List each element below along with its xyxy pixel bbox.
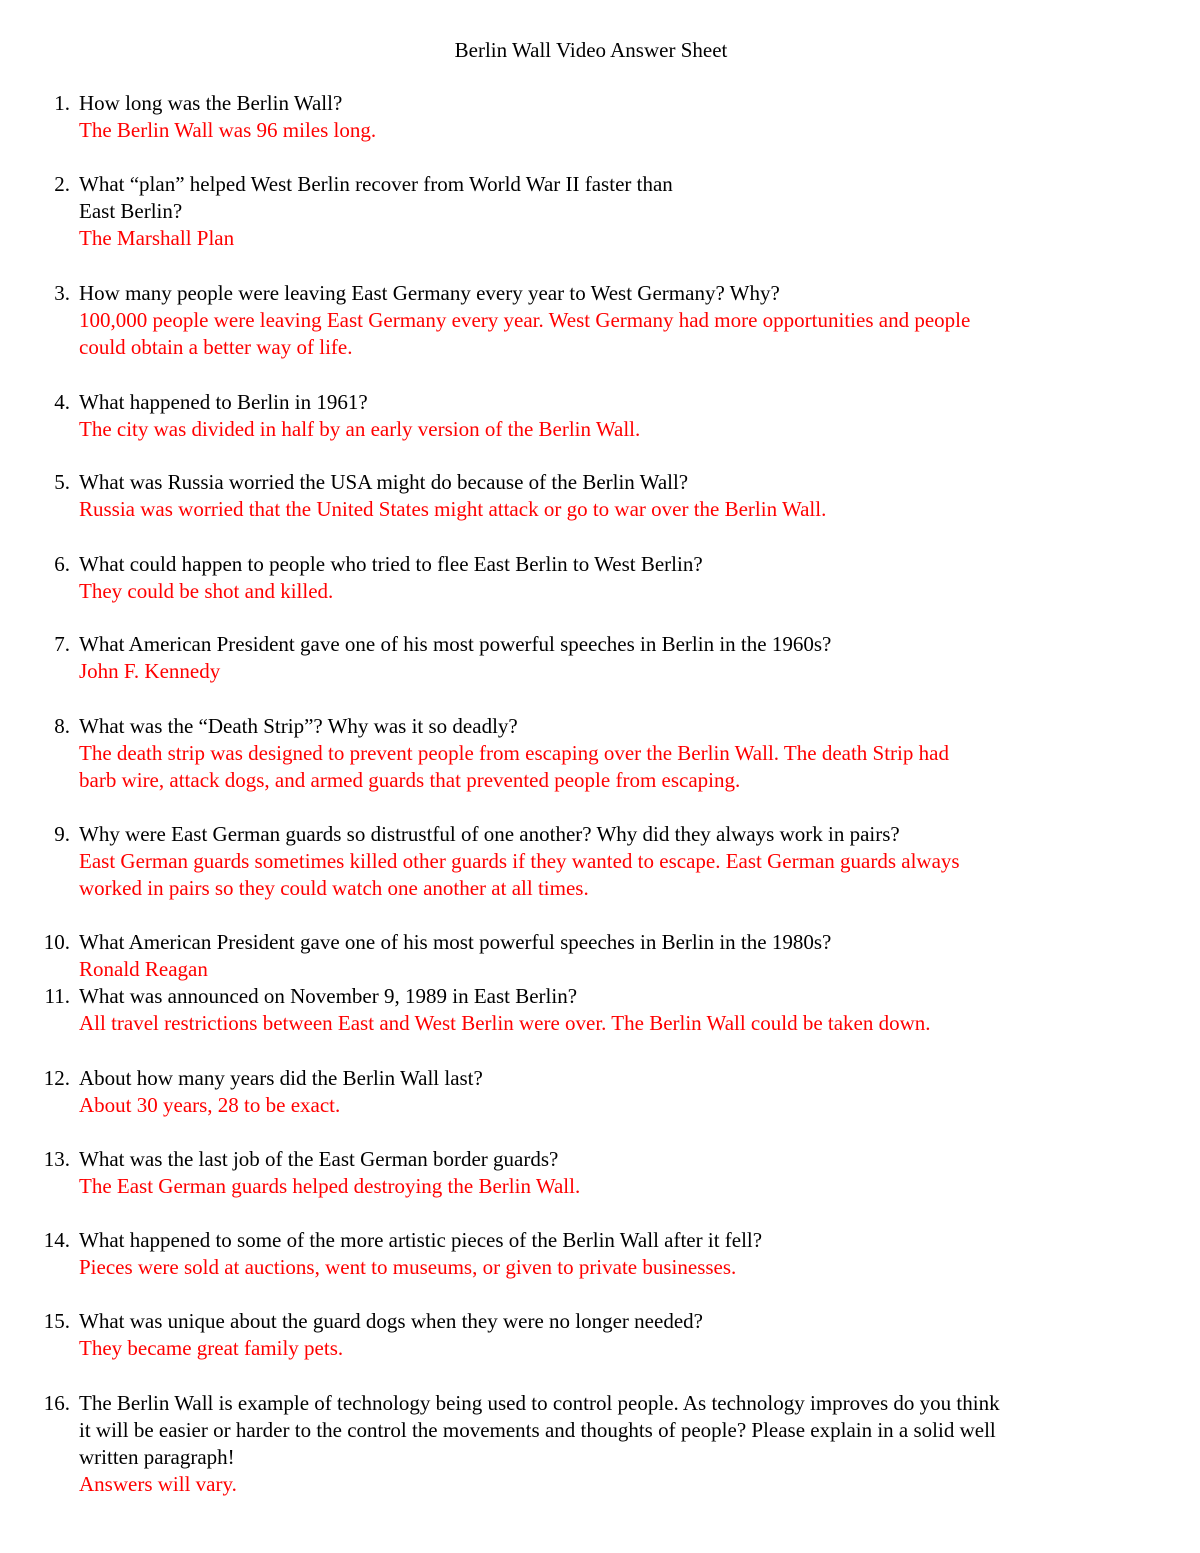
answer-text: They could be shot and killed. (79, 579, 334, 603)
answer-text: East German guards sometimes killed other guards if they wanted to escape. East German guards always worked in pairs so they could watch one another at all times. (79, 849, 960, 900)
answer-text: John F. Kennedy (79, 659, 221, 683)
item-number: 2. (54, 172, 70, 196)
question-text: How many people were leaving East Germany every year to West Germany? Why? (79, 281, 780, 305)
item-number: 7. (54, 632, 70, 656)
answer-text: The Marshall Plan (79, 226, 235, 250)
question-text: What was unique about the guard dogs when they were no longer needed? (79, 1309, 703, 1333)
answer-text: Pieces were sold at auctions, went to museums, or given to private businesses. (79, 1255, 737, 1279)
item-number: 4. (54, 390, 70, 414)
question-text: What American President gave one of his most powerful speeches in Berlin in the 1980s? (79, 930, 832, 954)
item-number: 14. (43, 1228, 70, 1252)
question-text: What was Russia worried the USA might do because of the Berlin Wall? (79, 470, 689, 494)
question-text: What happened to some of the more artistic pieces of the Berlin Wall after it fell? (79, 1228, 763, 1252)
answer-text: All travel restrictions between East and West Berlin were over. The Berlin Wall could be taken down. (79, 1011, 931, 1035)
answer-text: 100,000 people were leaving East Germany every year. West Germany had more opportunities and people could obtain a better way of life. (79, 308, 971, 359)
question-text: What American President gave one of his most powerful speeches in Berlin in the 1960s? (79, 632, 832, 656)
answer-text: The Berlin Wall was 96 miles long. (79, 118, 377, 142)
item-number: 15. (43, 1309, 70, 1333)
item-number: 10. (43, 930, 70, 954)
item-number: 3. (54, 281, 70, 305)
question-text: About how many years did the Berlin Wall last? (79, 1066, 483, 1090)
item-number: 9. (54, 822, 70, 846)
item-number: 5. (54, 470, 70, 494)
item-number: 12. (43, 1066, 70, 1090)
question-text: The Berlin Wall is example of technology being used to control people. As technology improves do you think it will be easier or harder to the control the movements and thoughts of people? Please explain in a solid well written paragraph! (79, 1391, 1000, 1469)
question-text: How long was the Berlin Wall? (79, 91, 343, 115)
answer-text: The city was divided in half by an early version of the Berlin Wall. (79, 417, 641, 441)
answer-text: The death strip was designed to prevent people from escaping over the Berlin Wall. The death Strip had barb wire, attack dogs, and armed guards that prevented people from escaping. (79, 741, 949, 792)
answer-text: Answers will vary. (79, 1472, 237, 1496)
answer-text: They became great family pets. (79, 1336, 344, 1360)
item-number: 6. (54, 552, 70, 576)
item-number: 11. (44, 984, 70, 1008)
item-number: 1. (54, 91, 70, 115)
question-text: What was the “Death Strip”? Why was it so deadly? (79, 714, 518, 738)
question-text: Why were East German guards so distrustful of one another? Why did they always work in pairs? (79, 822, 900, 846)
question-text: What happened to Berlin in 1961? (79, 390, 368, 414)
item-number: 16. (43, 1391, 70, 1415)
question-text: What was the last job of the East German border guards? (79, 1147, 559, 1171)
answer-text: The East German guards helped destroying the Berlin Wall. (79, 1174, 581, 1198)
page-title: Berlin Wall Video Answer Sheet (454, 38, 728, 62)
item-number: 13. (43, 1147, 70, 1171)
answer-text: About 30 years, 28 to be exact. (79, 1093, 341, 1117)
item-number: 8. (54, 714, 70, 738)
question-text: What was announced on November 9, 1989 in East Berlin? (79, 984, 578, 1008)
answer-text: Ronald Reagan (79, 957, 208, 981)
answer-text: Russia was worried that the United States might attack or go to war over the Berlin Wall. (79, 497, 827, 521)
question-text: What “plan” helped West Berlin recover from World War II faster than East Berlin? (79, 172, 673, 223)
question-text: What could happen to people who tried to flee East Berlin to West Berlin? (79, 552, 703, 576)
